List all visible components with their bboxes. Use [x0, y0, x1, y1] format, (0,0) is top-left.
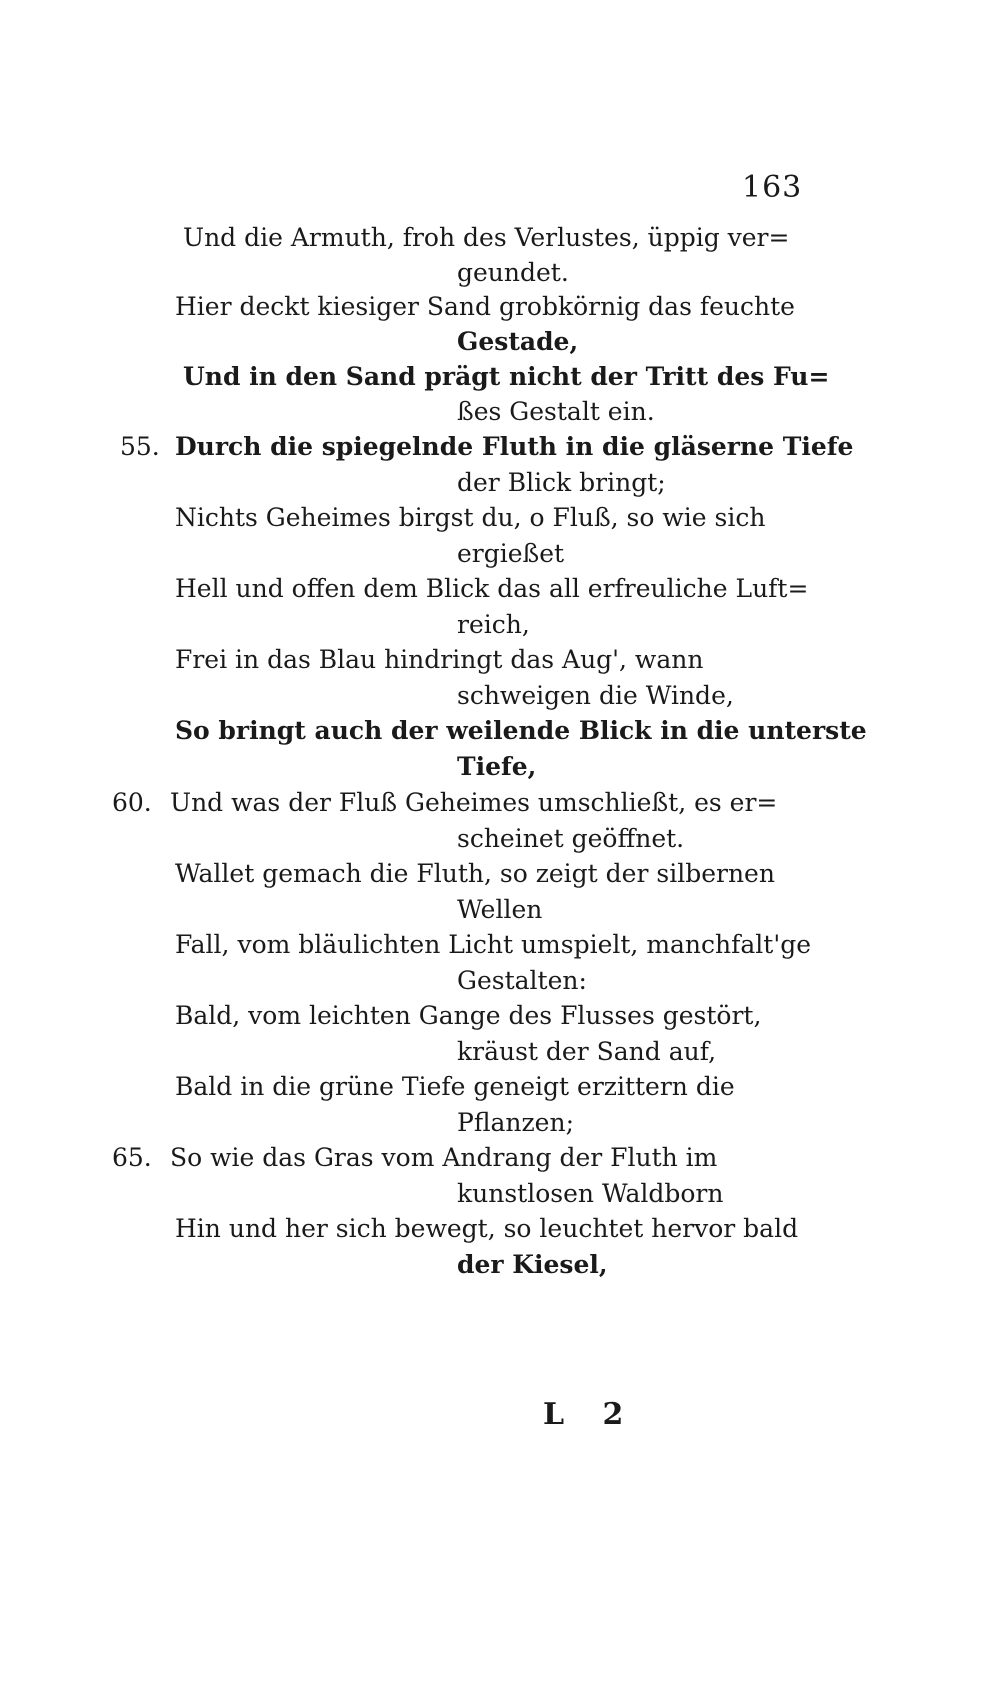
verse-number-55: 55. — [120, 432, 160, 461]
verse-number-65: 65. — [112, 1143, 152, 1172]
verse-line-8-continuation: Tiefe, — [457, 752, 537, 781]
verse-line-6: Hell und offen dem Blick das all erfreuliche Luft= — [175, 574, 809, 603]
verse-line-5: Nichts Geheimes birgst du, o Fluß, so wie sich — [175, 503, 766, 532]
verse-number-60: 60. — [112, 788, 152, 817]
verse-line-2-continuation: Gestade, — [457, 327, 579, 356]
verse-line-12: Bald, vom leichten Gange des Flusses gestört, — [175, 1001, 762, 1030]
verse-line-1-continuation: geundet. — [457, 258, 569, 287]
printer-signature-mark: L 2 — [543, 1397, 638, 1432]
verse-line-15-continuation: der Kiesel, — [457, 1250, 608, 1279]
verse-line-12-continuation: kräust der Sand auf, — [457, 1037, 717, 1066]
verse-line-10: Wallet gemach die Fluth, so zeigt der silbernen — [175, 859, 775, 888]
verse-line-9: Und was der Fluß Geheimes umschließt, es er= — [170, 788, 778, 817]
verse-line-3: Und in den Sand prägt nicht der Tritt des Fu= — [183, 362, 830, 391]
verse-line-8: So bringt auch der weilende Blick in die unterste — [175, 716, 867, 745]
verse-line-3-continuation: ßes Gestalt ein. — [457, 397, 655, 426]
verse-line-6-continuation: reich, — [457, 610, 530, 639]
verse-line-14-continuation: kunstlosen Waldborn — [457, 1179, 724, 1208]
verse-line-1: Und die Armuth, froh des Verlustes, üppig ver= — [183, 223, 790, 252]
verse-line-13-continuation: Pflanzen; — [457, 1108, 574, 1137]
page-number: 163 — [742, 170, 803, 205]
verse-line-15: Hin und her sich bewegt, so leuchtet hervor bald — [175, 1214, 799, 1243]
verse-line-14: So wie das Gras vom Andrang der Fluth im — [170, 1143, 718, 1172]
verse-line-5-continuation: ergießet — [457, 539, 565, 568]
verse-line-13: Bald in die grüne Tiefe geneigt erzittern die — [175, 1072, 735, 1101]
verse-line-9-continuation: scheinet geöffnet. — [457, 824, 685, 853]
verse-line-10-continuation: Wellen — [457, 895, 543, 924]
verse-line-2: Hier deckt kiesiger Sand grobkörnig das feuchte — [175, 292, 795, 321]
verse-line-11-continuation: Gestalten: — [457, 966, 587, 995]
verse-line-11: Fall, vom bläulichten Licht umspielt, manchfalt'ge — [175, 930, 811, 959]
verse-line-7-continuation: schweigen die Winde, — [457, 681, 734, 710]
verse-line-4-continuation: der Blick bringt; — [457, 468, 666, 497]
verse-line-7: Frei in das Blau hindringt das Aug', wann — [175, 645, 704, 674]
verse-line-4: Durch die spiegelnde Fluth in die gläserne Tiefe — [175, 432, 854, 461]
